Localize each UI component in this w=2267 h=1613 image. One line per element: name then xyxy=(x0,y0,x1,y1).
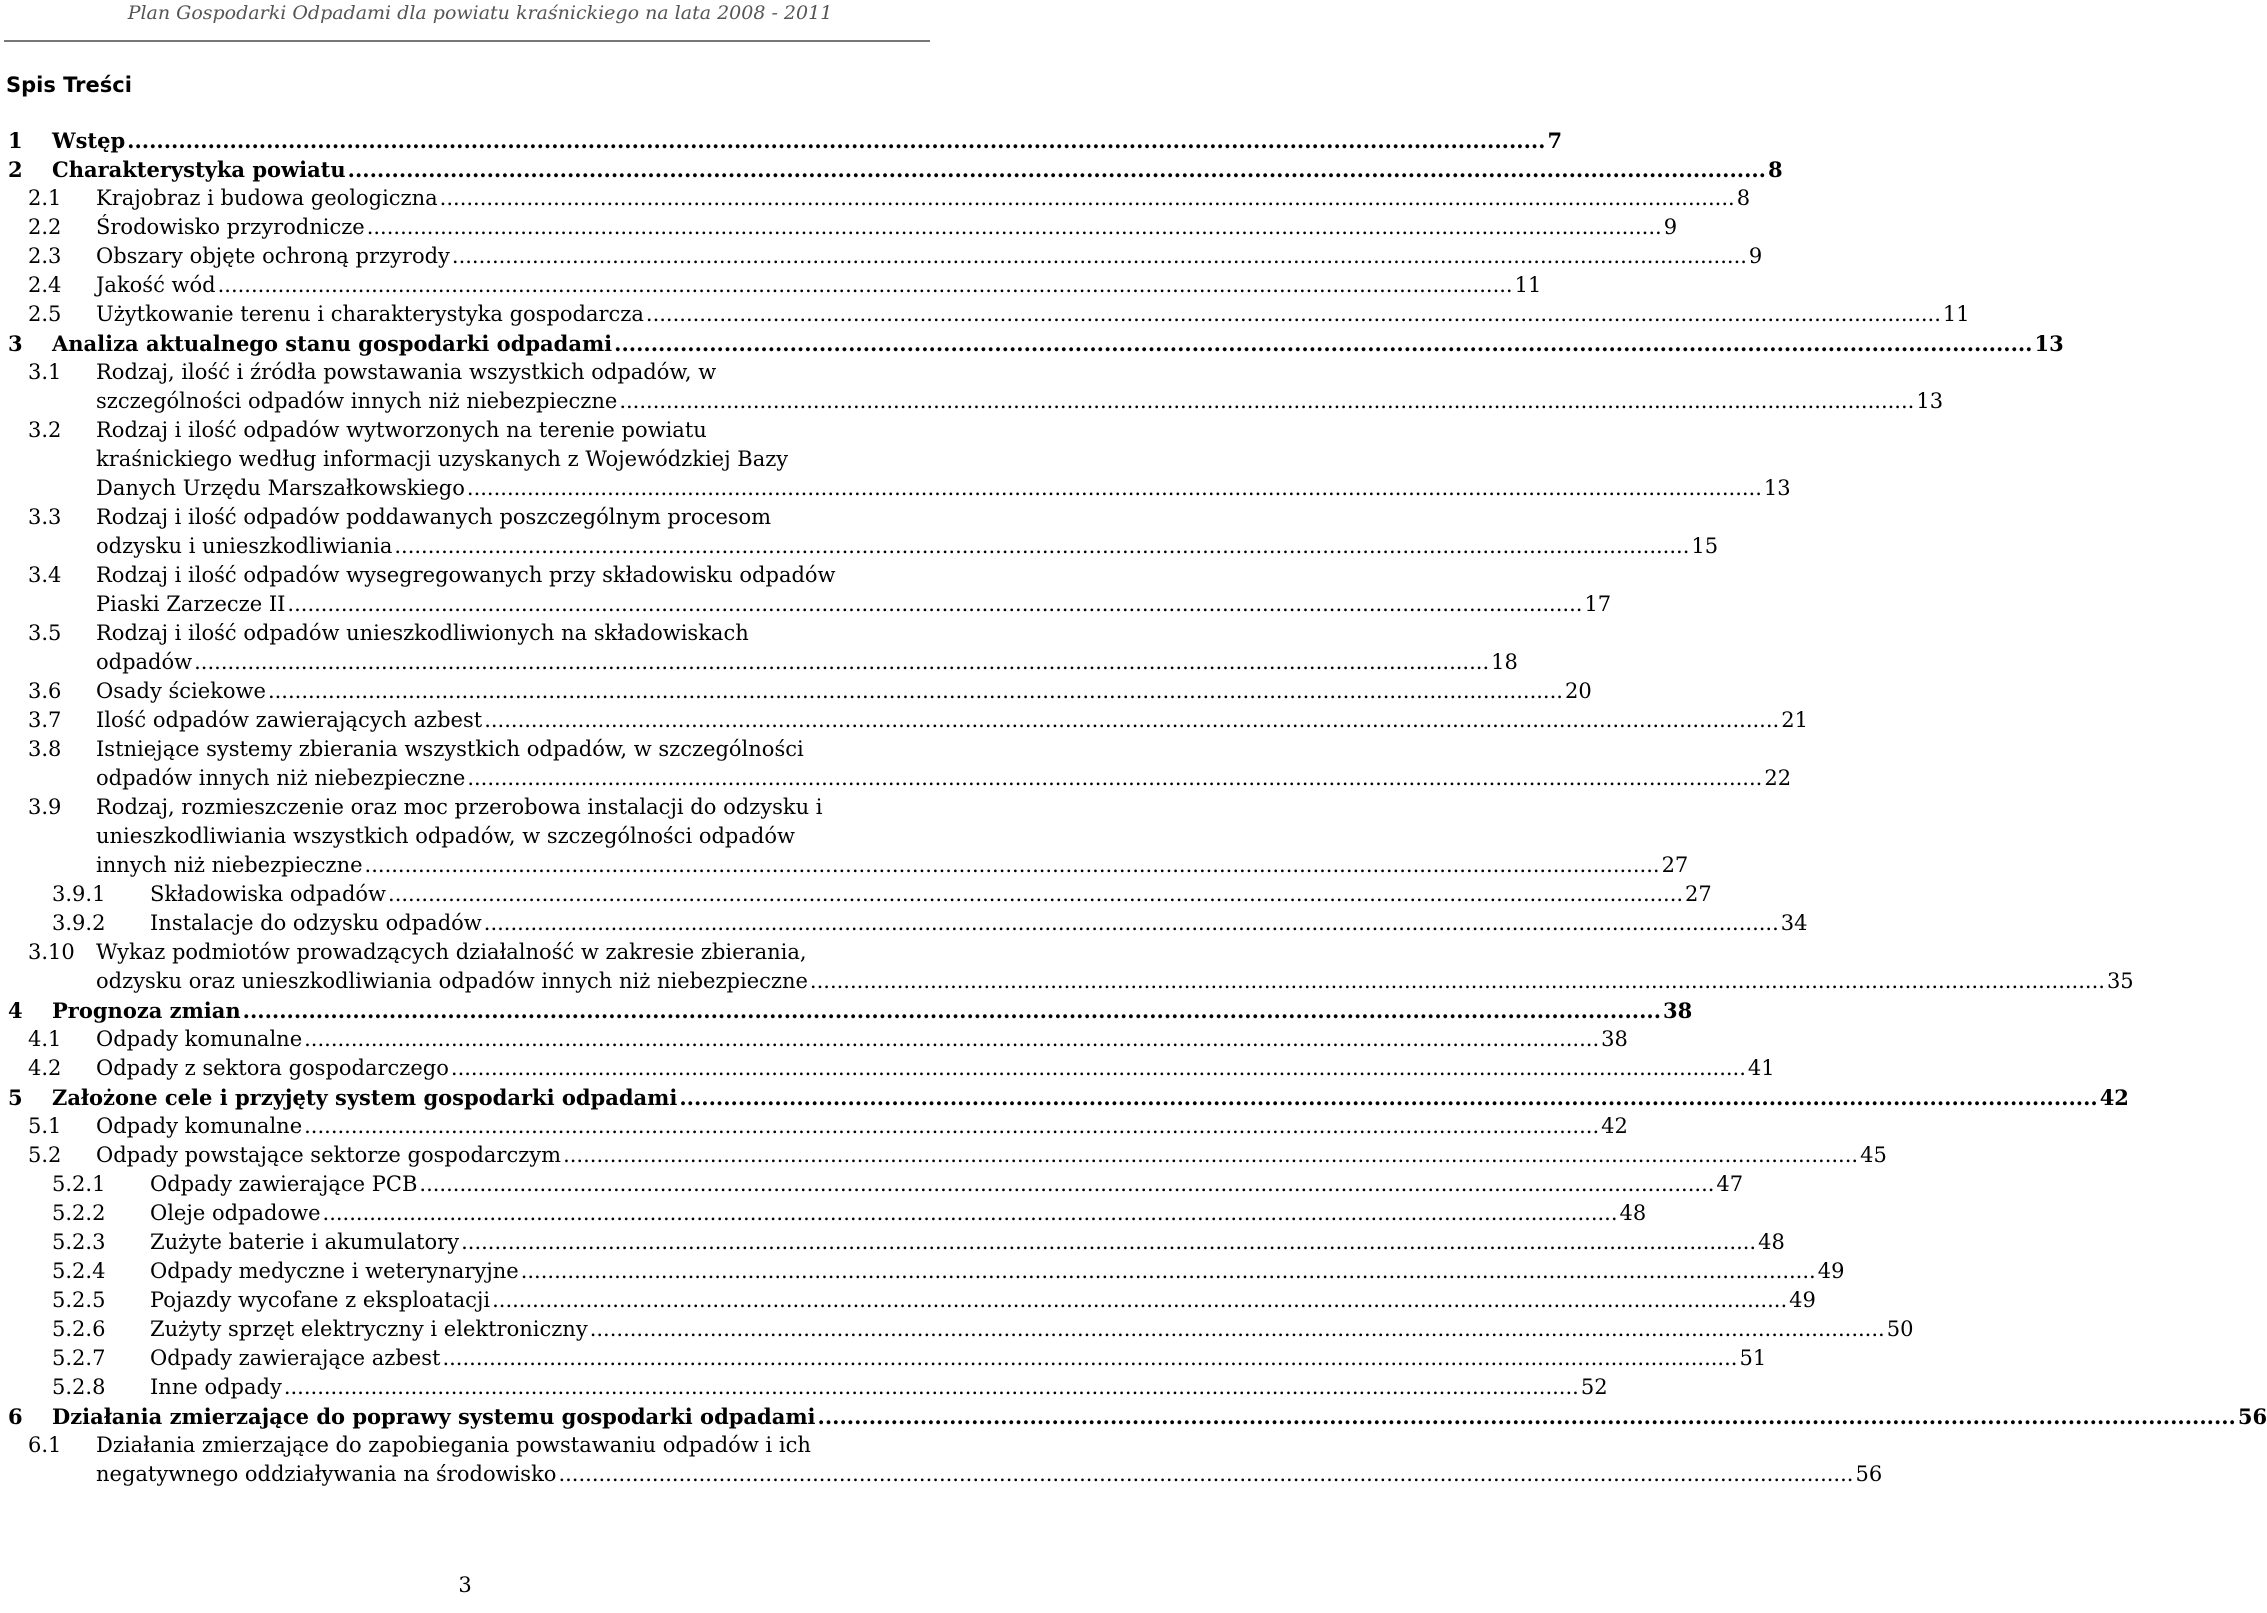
toc-entry-number: 2.3 xyxy=(28,244,62,268)
toc-entry-title-line: Rodzaj, rozmieszczenie oraz moc przerobowa instalacji do odzysku i xyxy=(96,795,823,819)
toc-entry-number: 5.2.8 xyxy=(52,1375,106,1399)
toc-entry[interactable] xyxy=(8,1431,1883,1489)
toc-entry-number: 5.2.2 xyxy=(52,1201,106,1225)
toc-entry-number: 2.5 xyxy=(28,302,62,326)
toc-entry-page: 15 xyxy=(1691,534,1719,558)
toc-entry-title-line: Osady ściekowe xyxy=(96,679,266,703)
toc-entry[interactable] xyxy=(8,996,1693,1025)
toc-leader-dots xyxy=(440,184,1735,213)
toc-leader-dots xyxy=(492,1286,1787,1315)
toc-entry[interactable] xyxy=(8,1141,1887,1170)
toc-entry-title-line: Użytkowanie terenu i charakterystyka gospodarcza xyxy=(96,302,644,326)
toc-leader-dots xyxy=(268,677,1563,706)
header-divider xyxy=(4,40,930,42)
toc-entry[interactable] xyxy=(8,126,1563,155)
toc-entry[interactable] xyxy=(8,271,1542,300)
toc-entry-number: 2.2 xyxy=(28,215,62,239)
toc-entry-title-line: Odpady zawierające PCB xyxy=(150,1172,418,1196)
toc-entry-title-line: Jakość wód xyxy=(96,273,216,297)
toc-entry-title-line: Odpady medyczne i weterynaryjne xyxy=(150,1259,519,1283)
toc-entry[interactable] xyxy=(8,1228,1785,1257)
toc-entry-page: 8 xyxy=(1768,157,1783,182)
toc-entry-number: 4.1 xyxy=(28,1027,62,1051)
toc-entry[interactable] xyxy=(8,1054,1775,1083)
toc-entry-title-line: Działania zmierzające do poprawy systemu gospodarki odpadami xyxy=(52,1404,816,1429)
toc-leader-dots xyxy=(365,851,1660,880)
toc-entry[interactable] xyxy=(8,242,1763,271)
toc-entry-page: 9 xyxy=(1663,215,1678,239)
toc-entry-page: 56 xyxy=(2237,1404,2267,1429)
toc-entry-page: 11 xyxy=(1942,302,1970,326)
toc-entry-title-line: Odpady z sektora gospodarczego xyxy=(96,1056,449,1080)
toc-entry-page: 13 xyxy=(1916,389,1944,413)
toc-entry-number: 5.2.7 xyxy=(52,1346,106,1370)
toc-entry-title-line: kraśnickiego według informacji uzyskanych z Wojewódzkiej Bazy xyxy=(96,447,789,471)
toc-leader-dots xyxy=(467,474,1762,503)
toc-title: Spis Treści xyxy=(6,73,132,97)
toc-leader-dots xyxy=(348,155,1766,184)
toc-entry[interactable] xyxy=(8,1257,1845,1286)
toc-entry-number: 4.2 xyxy=(28,1056,62,1080)
toc-entry-page: 22 xyxy=(1764,766,1792,790)
toc-entry[interactable] xyxy=(8,1199,1647,1228)
toc-entry-page: 49 xyxy=(1789,1288,1816,1312)
toc-entry-title-line: Środowisko przyrodnicze xyxy=(96,215,365,239)
toc-entry[interactable] xyxy=(8,213,1678,242)
toc-leader-dots xyxy=(679,1083,2097,1112)
toc-entry-number: 3.8 xyxy=(28,737,62,761)
toc-entry-title-line: Krajobraz i budowa geologiczna xyxy=(96,186,438,210)
toc-entry-title-line: Oleje odpadowe xyxy=(150,1201,321,1225)
toc-entry[interactable] xyxy=(8,793,1689,880)
toc-entry-page: 41 xyxy=(1747,1056,1775,1080)
toc-entry-page: 48 xyxy=(1758,1230,1785,1254)
toc-entry-title-line: Obszary objęte ochroną przyrody xyxy=(96,244,450,268)
toc-entry-page: 52 xyxy=(1580,1375,1608,1399)
toc-entry[interactable] xyxy=(8,938,2134,996)
toc-entry[interactable] xyxy=(8,1344,1767,1373)
toc-entry-page: 50 xyxy=(1886,1317,1914,1341)
toc-leader-dots xyxy=(394,532,1689,561)
toc-leader-dots xyxy=(484,909,1779,938)
toc-leader-dots xyxy=(452,242,1747,271)
toc-entry[interactable] xyxy=(8,706,1808,735)
toc-entry-number: 3.9.1 xyxy=(52,882,106,906)
toc-entry-title-line: odzysku i unieszkodliwiania xyxy=(96,534,393,558)
toc-entry-page: 18 xyxy=(1491,650,1518,674)
toc-leader-dots xyxy=(614,329,2032,358)
toc-entry[interactable] xyxy=(8,561,1612,619)
toc-entry[interactable] xyxy=(8,416,1791,503)
toc-entry[interactable] xyxy=(8,880,1712,909)
toc-entry-number: 5.2.3 xyxy=(52,1230,106,1254)
toc-entry-page: 9 xyxy=(1748,244,1763,268)
toc-entry-title-line: unieszkodliwiania wszystkich odpadów, w szczególności odpadów xyxy=(96,824,795,848)
toc-entry-title-line: Wstęp xyxy=(52,128,126,153)
toc-entry[interactable] xyxy=(8,300,1970,329)
toc-entry-number: 5.2.6 xyxy=(52,1317,106,1341)
toc-leader-dots xyxy=(284,1373,1579,1402)
toc-entry-title-line: Inne odpady xyxy=(150,1375,282,1399)
toc-leader-dots xyxy=(419,1170,1714,1199)
toc-leader-dots xyxy=(388,880,1683,909)
toc-entry-title-line: Założone cele i przyjęty system gospodarki odpadami xyxy=(52,1085,678,1110)
toc-leader-dots xyxy=(323,1199,1618,1228)
toc-entry-title-line: Zużyty sprzęt elektryczny i elektroniczny xyxy=(150,1317,588,1341)
toc-entry-title-line: Rodzaj i ilość odpadów unieszkodliwionych na składowiskach xyxy=(96,621,749,645)
toc-entry-title-line: odpadów xyxy=(96,650,193,674)
toc-entry-title-line: Rodzaj i ilość odpadów wytworzonych na terenie powiatu xyxy=(96,418,707,442)
toc-entry-number: 2 xyxy=(8,157,23,182)
toc-entry-page: 34 xyxy=(1780,911,1808,935)
toc-leader-dots xyxy=(194,648,1489,677)
toc-entry[interactable] xyxy=(8,1315,1914,1344)
toc-entry-number: 4 xyxy=(8,998,23,1023)
toc-entry-title-line: szczególności odpadów innych niż niebezpieczne xyxy=(96,389,618,413)
toc-entry[interactable] xyxy=(8,184,1751,213)
toc-entry-page: 13 xyxy=(2034,331,2064,356)
toc-leader-dots xyxy=(442,1344,1737,1373)
toc-leader-dots xyxy=(461,1228,1756,1257)
toc-entry-number: 6 xyxy=(8,1404,23,1429)
toc-entry-number: 5.2.5 xyxy=(52,1288,106,1312)
toc-entry[interactable] xyxy=(8,735,1792,793)
toc-entry[interactable] xyxy=(8,1286,1816,1315)
toc-leader-dots xyxy=(367,213,1662,242)
toc-entry-page: 48 xyxy=(1619,1201,1647,1225)
toc-entry[interactable] xyxy=(8,1373,1608,1402)
toc-entry-page: 49 xyxy=(1817,1259,1845,1283)
toc-entry-page: 8 xyxy=(1736,186,1751,210)
toc-entry-title-line: Wykaz podmiotów prowadzących działalność w zakresie zbierania, xyxy=(96,940,807,964)
toc-entry-title-line: odpadów innych niż niebezpieczne xyxy=(96,766,466,790)
toc-entry-page: 35 xyxy=(2106,969,2134,993)
toc-entry-page: 7 xyxy=(1547,128,1563,153)
toc-entry-page: 45 xyxy=(1860,1143,1887,1167)
toc-leader-dots xyxy=(646,300,1941,329)
toc-entry-page: 13 xyxy=(1763,476,1791,500)
toc-entry[interactable] xyxy=(8,619,1518,677)
toc-entry-number: 3.1 xyxy=(28,360,62,384)
toc-leader-dots xyxy=(304,1112,1599,1141)
toc-entry-number: 3.6 xyxy=(28,679,62,703)
toc-entry-title-line: Prognoza zmian xyxy=(52,998,241,1023)
toc-entry[interactable] xyxy=(8,1025,1628,1054)
toc-entry-title-line: Działania zmierzające do zapobiegania powstawaniu odpadów i ich xyxy=(96,1433,811,1457)
toc-entry-page: 21 xyxy=(1781,708,1808,732)
toc-leader-dots xyxy=(304,1025,1599,1054)
toc-entry-number: 5.2.4 xyxy=(52,1259,106,1283)
toc-entry-title-line: Rodzaj i ilość odpadów poddawanych poszczególnym procesom xyxy=(96,505,772,529)
toc-entry-number: 5.2 xyxy=(28,1143,62,1167)
toc-entry[interactable] xyxy=(8,1112,1628,1141)
toc-entry[interactable] xyxy=(8,909,1808,938)
toc-entry-title-line: Odpady powstające sektorze gospodarczym xyxy=(96,1143,562,1167)
toc-entry-title-line: Analiza aktualnego stanu gospodarki odpadami xyxy=(52,331,613,356)
toc-entry[interactable] xyxy=(8,1402,2267,1431)
toc-entry-title-line: Istniejące systemy zbierania wszystkich odpadów, w szczególności xyxy=(96,737,804,761)
toc-entry[interactable] xyxy=(8,1170,1744,1199)
toc-leader-dots xyxy=(558,1460,1853,1489)
page-number: 3 xyxy=(458,1573,472,1597)
toc-entry-page: 27 xyxy=(1661,853,1689,877)
toc-entry-title-line: negatywnego oddziaływania na środowisko xyxy=(96,1462,557,1486)
toc-entry-page: 38 xyxy=(1663,998,1693,1023)
running-header: Plan Gospodarki Odpadami dla powiatu kraśnickiego na lata 2008 - 2011 xyxy=(127,2,833,24)
toc-entry[interactable] xyxy=(8,1083,2129,1112)
toc-entry[interactable] xyxy=(8,677,1592,706)
toc-entry-number: 3.2 xyxy=(28,418,62,442)
toc-entry-page: 47 xyxy=(1716,1172,1744,1196)
toc-entry-title-line: Zużyte baterie i akumulatory xyxy=(150,1230,460,1254)
toc-entry-number: 2.4 xyxy=(28,273,62,297)
toc-entry-page: 20 xyxy=(1564,679,1592,703)
toc-entry-title-line: Odpady zawierające azbest xyxy=(150,1346,441,1370)
toc-entry-title-line: Składowiska odpadów xyxy=(150,882,387,906)
toc-leader-dots xyxy=(127,126,1545,155)
toc-entry-title-line: Odpady komunalne xyxy=(96,1114,303,1138)
toc-entry-title-line: odzysku oraz unieszkodliwiania odpadów innych niż niebezpieczne xyxy=(96,969,808,993)
toc-entry-page: 56 xyxy=(1855,1462,1883,1486)
toc-entry-page: 38 xyxy=(1601,1027,1628,1051)
toc-entry-number: 3.9.2 xyxy=(52,911,106,935)
toc-leader-dots xyxy=(484,706,1779,735)
toc-leader-dots xyxy=(810,967,2105,996)
toc-entry-title-line: Rodzaj, ilość i źródła powstawania wszystkich odpadów, w xyxy=(96,360,717,384)
toc-entry[interactable] xyxy=(8,329,2064,358)
toc-entry-number: 3.9 xyxy=(28,795,62,819)
toc-entry-page: 42 xyxy=(2099,1085,2129,1110)
toc-entry-number: 5 xyxy=(8,1085,23,1110)
toc-entry-number: 6.1 xyxy=(28,1433,62,1457)
toc-entry-title-line: innych niż niebezpieczne xyxy=(96,853,363,877)
toc-entry-number: 5.2.1 xyxy=(52,1172,106,1196)
toc-leader-dots xyxy=(563,1141,1858,1170)
toc-entry-number: 3.3 xyxy=(28,505,62,529)
toc-entry-number: 2.1 xyxy=(28,186,62,210)
toc-entry-page: 17 xyxy=(1584,592,1612,616)
toc-entry[interactable] xyxy=(8,358,1944,416)
toc-leader-dots xyxy=(818,1402,2236,1431)
toc-entry-number: 3.4 xyxy=(28,563,62,587)
toc-leader-dots xyxy=(521,1257,1816,1286)
toc-leader-dots xyxy=(218,271,1513,300)
toc-entry-title-line: Ilość odpadów zawierających azbest xyxy=(96,708,483,732)
toc-entry-number: 3.7 xyxy=(28,708,62,732)
toc-entry-title-line: Instalacje do odzysku odpadów xyxy=(150,911,482,935)
toc-entry[interactable] xyxy=(8,155,1783,184)
toc-entry-title-line: Danych Urzędu Marszałkowskiego xyxy=(96,476,465,500)
toc-leader-dots xyxy=(467,764,1762,793)
toc-entry-number: 3.5 xyxy=(28,621,62,645)
toc-entry-title-line: Odpady komunalne xyxy=(96,1027,303,1051)
toc-entry-number: 5.1 xyxy=(28,1114,62,1138)
toc-leader-dots xyxy=(590,1315,1885,1344)
toc-entry-title-line: Rodzaj i ilość odpadów wysegregowanych przy składowisku odpadów xyxy=(96,563,836,587)
toc-entry-title-line: Charakterystyka powiatu xyxy=(52,157,346,182)
toc-entry-title-line: Piaski Zarzecze II xyxy=(96,592,286,616)
toc-entry-page: 51 xyxy=(1739,1346,1767,1370)
toc-entry-page: 11 xyxy=(1514,273,1542,297)
toc-entry-number: 1 xyxy=(8,128,23,153)
toc-entry[interactable] xyxy=(8,503,1719,561)
toc-entry-page: 42 xyxy=(1601,1114,1628,1138)
toc-entry-page: 27 xyxy=(1685,882,1712,906)
table-of-contents xyxy=(0,126,2267,1489)
toc-leader-dots xyxy=(287,590,1582,619)
toc-entry-number: 3.10 xyxy=(28,940,75,964)
toc-leader-dots xyxy=(451,1054,1746,1083)
toc-entry-title-line: Pojazdy wycofane z eksploatacji xyxy=(150,1288,491,1312)
toc-leader-dots xyxy=(243,996,1661,1025)
toc-entry-number: 3 xyxy=(8,331,23,356)
toc-leader-dots xyxy=(619,387,1914,416)
